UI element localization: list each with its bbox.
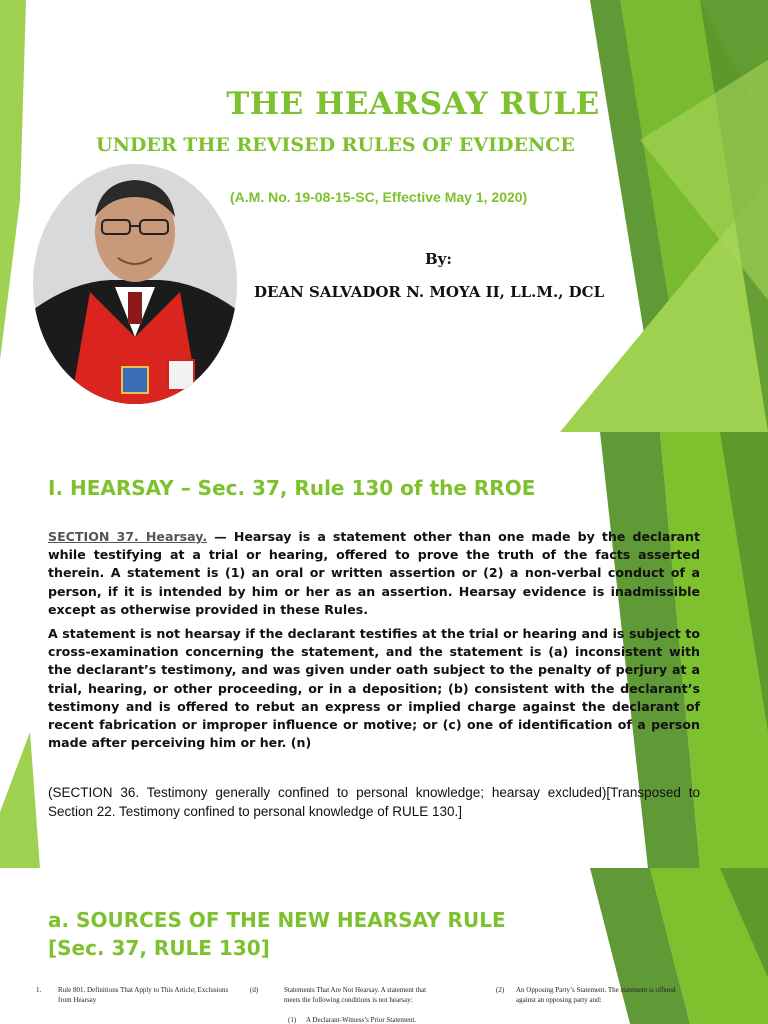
author-portrait — [30, 162, 240, 407]
paragraph-2: A statement is not hearsay if the declarant testifies at the trial or hearing and is subject to cross-examination concerning the statement, and the statement is (a) inconsistent with the declarant’s testimony, and was given under oath subject to the penalty of perjury at a trial, hearing, or other proceeding, or in a deposition; (b) consistent with the declarant’s testimony and is offered to rebut an express or implied charge against the declarant of recent fabrication or improper influence or motive; or (c) one of identification of a person made after perceiving him or her. (n) — [48, 626, 700, 751]
hearsay-definition-slide — [0, 432, 768, 868]
col2-sub-text: A Declarant-Witness’s Prior Statement. — [306, 1016, 417, 1024]
slide-subtitle: UNDER THE REVISED RULES OF EVIDENCE — [96, 134, 575, 156]
transposition-note: (SECTION 36. Testimony generally confined to personal knowledge; hearsay excluded)[Transposed to Section 22. Testimony confined to personal knowledge of RULE 130.] — [48, 785, 700, 819]
col2-text: Statements That Are Not Hearsay. A statement that meets the following conditions is not hearsay: — [284, 986, 427, 1004]
section-label: SECTION 37. Hearsay. — [48, 529, 208, 544]
by-label: By: — [425, 250, 452, 268]
col3-text: An Opposing Party’s Statement. The statement is offered against an opposing party and: — [516, 986, 676, 1004]
sources-heading-line2: [Sec. 37, RULE 130] — [48, 936, 270, 960]
col1-text: Rule 801. Definitions That Apply to This Article; Exclusions from Hearsay — [58, 986, 229, 1004]
sources-heading-line1: a. SOURCES OF THE NEW HEARSAY RULE — [48, 908, 506, 932]
col3-number: (2) — [496, 986, 505, 994]
paragraph-1-text: — Hearsay is a statement other than one made by the declarant while testifying at a trial or hearing, offered to prove the truth of the facts asserted therein. A statement is (1) an oral or written assertion or (2) a non-verbal conduct of a person, if it is intended by him or her as an assertion. Hearsay evidence is inadmissible except as otherwise provided in these Rules. — [48, 529, 701, 617]
sources-heading — [48, 906, 506, 962]
source-columns — [36, 986, 696, 1024]
col2-sub-number: (1) — [288, 1016, 297, 1024]
title-slide — [0, 0, 768, 432]
paragraph-1 — [48, 528, 700, 619]
col2-number: (d) — [250, 986, 259, 994]
am-number: (A.M. No. 19-08-15-SC, Effective May 1, 2020) — [230, 189, 528, 205]
slide-title: THE HEARSAY RULE — [226, 86, 600, 122]
col1-number: 1. — [36, 986, 42, 994]
section-text — [48, 528, 700, 758]
sources-slide — [0, 868, 768, 1024]
author-name: DEAN SALVADOR N. MOYA II, LL.M., DCL — [254, 283, 605, 301]
section-heading: I. HEARSAY – Sec. 37, Rule 130 of the RROE — [48, 476, 536, 500]
